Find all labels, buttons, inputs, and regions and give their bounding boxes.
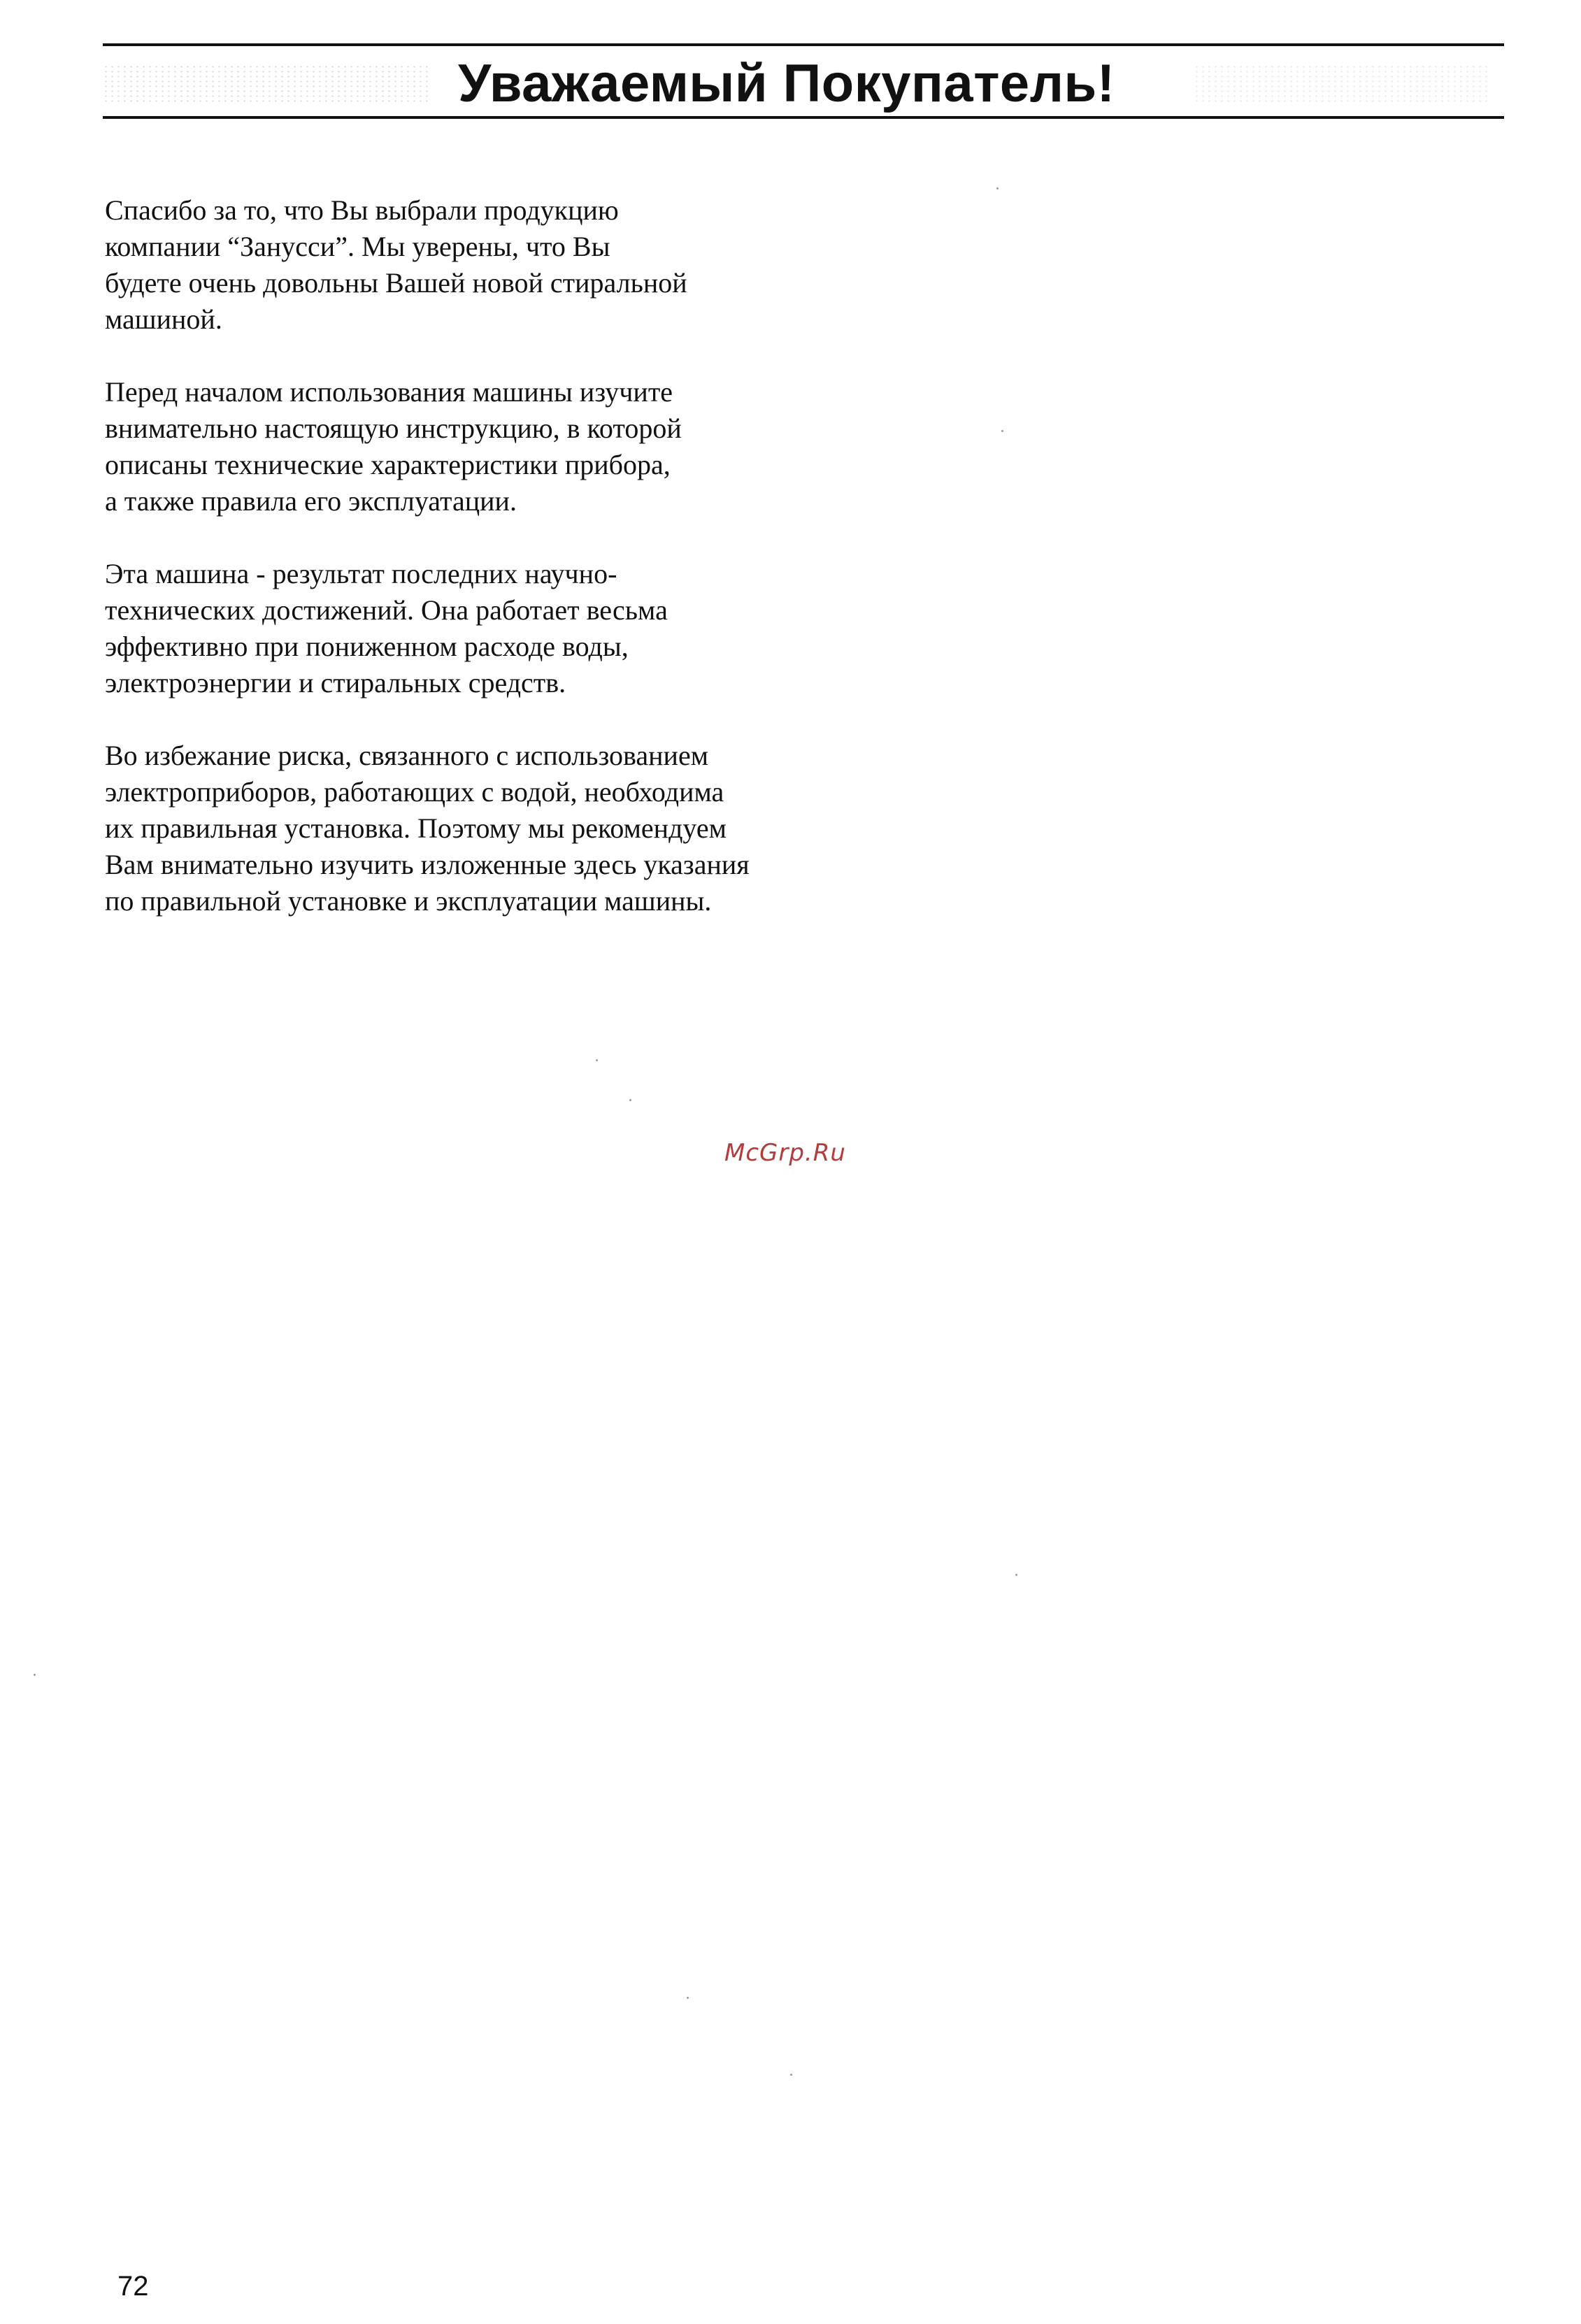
text-line: компании “Занусси”. Мы уверены, что Вы bbox=[105, 231, 610, 262]
text-line: по правильной установке и эксплуатации машины. bbox=[105, 885, 712, 917]
paragraph-efficiency bbox=[105, 556, 895, 701]
page-header bbox=[103, 43, 1504, 119]
header-rule-bottom bbox=[103, 116, 1504, 119]
header-texture-left bbox=[103, 64, 431, 103]
scan-speck bbox=[629, 1099, 631, 1101]
header-rule-top bbox=[103, 43, 1504, 46]
text-line: их правильная установка. Поэтому мы рекомендуем bbox=[105, 812, 727, 844]
paragraph-safety bbox=[105, 738, 895, 919]
scan-speck bbox=[996, 187, 999, 189]
paragraph-thanks bbox=[105, 192, 895, 338]
scan-speck bbox=[1015, 1574, 1017, 1576]
text-line: Эта машина - результат последних научно- bbox=[105, 558, 617, 589]
scan-speck bbox=[596, 1059, 598, 1061]
paragraph-instructions bbox=[105, 374, 895, 519]
text-line: будете очень довольны Вашей новой стиральной bbox=[105, 267, 687, 299]
text-line: машиной. bbox=[105, 303, 222, 335]
text-line: электроприборов, работающих с водой, необходима bbox=[105, 776, 724, 808]
watermark-text: McGrp.Ru bbox=[724, 1139, 846, 1167]
page-number: 72 bbox=[117, 2271, 149, 2302]
header-texture-right bbox=[1194, 64, 1487, 103]
text-line: а также правила его эксплуатации. bbox=[105, 485, 517, 517]
text-line: Во избежание риска, связанного с использованием bbox=[105, 740, 709, 771]
text-line: Вам внимательно изучить изложенные здесь указания bbox=[105, 849, 750, 880]
text-line: внимательно настоящую инструкцию, в которой bbox=[105, 413, 682, 444]
text-line: эффективно при пониженном расходе воды, bbox=[105, 631, 629, 662]
text-line: Перед началом использования машины изучите bbox=[105, 376, 673, 408]
body-text bbox=[105, 192, 895, 956]
scan-speck bbox=[1001, 430, 1003, 432]
scan-speck bbox=[790, 2074, 792, 2076]
scan-speck bbox=[687, 1997, 689, 1999]
text-line: Спасибо за то, что Вы выбрали продукцию bbox=[105, 194, 619, 226]
text-line: технических достижений. Она работает весьма bbox=[105, 594, 668, 626]
page-title: Уважаемый Покупатель! bbox=[458, 54, 1115, 113]
text-line: описаны технические характеристики прибора, bbox=[105, 449, 671, 480]
text-line: электроэнергии и стиральных средств. bbox=[105, 667, 566, 698]
scan-speck bbox=[34, 1674, 36, 1676]
